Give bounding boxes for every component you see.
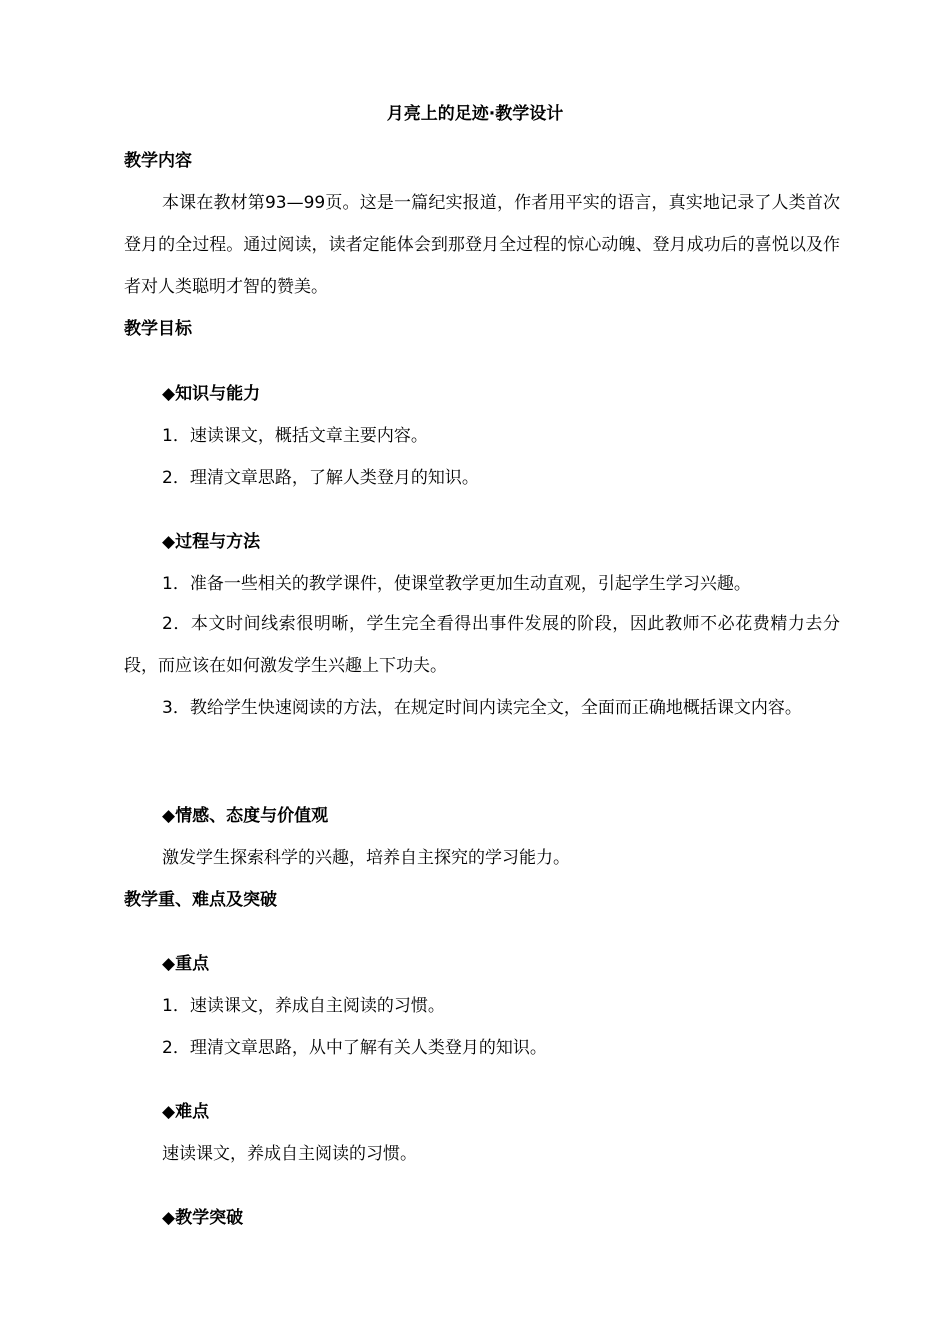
list-item: 2．理清文章思路，了解人类登月的知识。 (162, 468, 479, 488)
heading-teaching-goals: 教学目标 (124, 319, 192, 339)
list-item-wrapped: 3．教给学生快速阅读的方法，在规定时间内读完全文，全面而正确地概括课文内容。 (162, 698, 802, 718)
list-item: 1．准备一些相关的教学课件，使课堂教学更加生动直观，引起学生学习兴趣。 (162, 574, 751, 594)
paragraph-teaching-content: 本课在教材第93—99页。这是一篇纪实报道，作者用平实的语言，真实地记录了人类首次登月的全过程。通过阅读，读者定能体会到那登月全过程的惊心动魄、登月成功后的喜悦以及作者对人类聪明才智的赞美。 (124, 193, 840, 297)
subheading-key-points: ◆重点 (162, 954, 210, 974)
list-item: 2．理清文章思路，从中了解有关人类登月的知识。 (162, 1038, 547, 1058)
subheading-teaching-breakthrough: ◆教学突破 (162, 1208, 244, 1228)
heading-teaching-content: 教学内容 (124, 151, 192, 171)
subheading-emotion-values: ◆情感、态度与价值观 (162, 806, 329, 826)
subheading-difficult-points: ◆难点 (162, 1102, 210, 1122)
emotion-text: 激发学生探索科学的兴趣，培养自主探究的学习能力。 (162, 848, 570, 868)
list-item: 1．速读课文，概括文章主要内容。 (162, 426, 428, 446)
difficulty-text: 速读课文，养成自主阅读的习惯。 (162, 1144, 417, 1164)
list-item-wrapped: 2．本文时间线索很明晰，学生完全看得出事件发展的阶段，因此教师不必花费精力去分段，而应该在如何激发学生兴趣上下功夫。 (124, 614, 840, 676)
list-item: 1．速读课文，养成自主阅读的习惯。 (162, 996, 445, 1016)
subheading-process-method: ◆过程与方法 (162, 532, 261, 552)
heading-key-difficult-points: 教学重、难点及突破 (124, 890, 277, 910)
document-title: 月亮上的足迹·教学设计 (386, 104, 564, 124)
subheading-knowledge-ability: ◆知识与能力 (162, 384, 261, 404)
